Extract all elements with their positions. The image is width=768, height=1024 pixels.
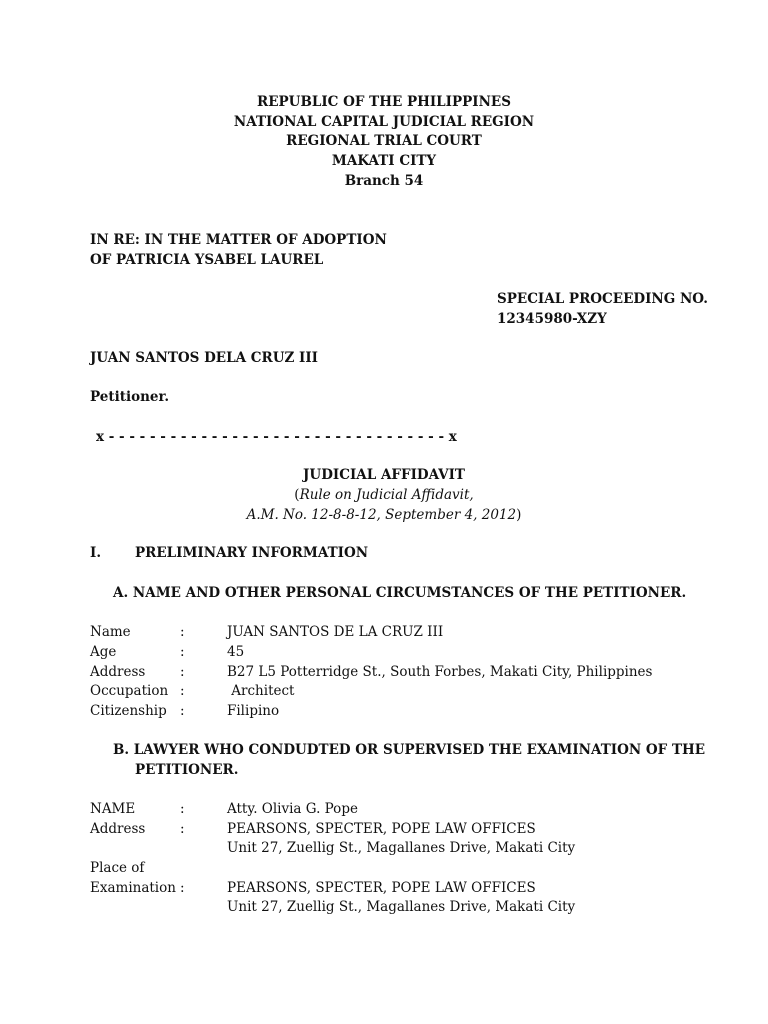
row-value: B27 L5 Potterridge St., South Forbes, Makati City, Philippines	[227, 664, 653, 680]
row-label: Name	[90, 624, 131, 640]
header-region: NATIONAL CAPITAL JUDICIAL REGION	[233, 114, 535, 130]
rule-citation-line1	[0, 486, 768, 506]
rule-name: Rule on Judicial Affidavit,	[299, 487, 474, 503]
row-value: Unit 27, Zuellig St., Magallanes Drive, Makati City	[227, 899, 576, 915]
row-value: JUAN SANTOS DE LA CRUZ III	[227, 624, 444, 640]
header-city: MAKATI CITY	[331, 153, 437, 169]
row-value: PEARSONS, SPECTER, POPE LAW OFFICES	[227, 880, 536, 896]
special-proceeding-label: SPECIAL PROCEEDING NO.	[497, 291, 708, 307]
row-label: Address	[90, 664, 146, 680]
petitioner-name: JUAN SANTOS DELA CRUZ III	[90, 350, 318, 366]
header-court: REGIONAL TRIAL COURT	[286, 133, 482, 149]
row-label: Place of	[90, 860, 145, 876]
row-colon: :	[180, 880, 185, 896]
subsection-a-heading: A. NAME AND OTHER PERSONAL CIRCUMSTANCES OF THE PETITIONER.	[113, 585, 687, 601]
row-value: Atty. Olivia G. Pope	[227, 801, 358, 817]
petitioner-label: Petitioner.	[90, 389, 170, 405]
row-colon: :	[180, 664, 185, 680]
row-label: Citizenship	[90, 703, 167, 719]
row-value: Filipino	[227, 703, 280, 719]
rule-citation-line2	[0, 506, 768, 526]
case-title-line1: IN RE: IN THE MATTER OF ADOPTION	[90, 232, 387, 248]
subsection-b-heading-line2: PETITIONER.	[135, 762, 239, 778]
row-label: Examination	[90, 880, 176, 896]
row-value: PEARSONS, SPECTER, POPE LAW OFFICES	[227, 821, 536, 837]
row-colon: :	[180, 801, 185, 817]
row-value: Architect	[227, 683, 295, 699]
section-number: I.	[90, 545, 102, 561]
row-colon: :	[180, 683, 185, 699]
row-colon: :	[180, 821, 185, 837]
row-colon: :	[180, 703, 185, 719]
caption-separator: x - - - - - - - - - - - - - - - - - - - - - - - - - - - - - - - - - x	[96, 429, 457, 445]
affidavit-title: JUDICIAL AFFIDAVIT	[303, 467, 465, 483]
row-colon: :	[180, 644, 185, 660]
row-colon: :	[180, 624, 185, 640]
row-value: 45	[227, 644, 245, 660]
rule-reference: A.M. No. 12-8-8-12, September 4, 2012	[246, 507, 517, 523]
paren-open: (	[294, 487, 300, 503]
case-title-line2: OF PATRICIA YSABEL LAUREL	[90, 252, 324, 268]
row-label: Address	[90, 821, 146, 837]
special-proceeding-number: 12345980-XZY	[497, 311, 607, 327]
paren-close: )	[516, 507, 522, 523]
header-republic: REPUBLIC OF THE PHILIPPINES	[257, 94, 511, 110]
row-label: Occupation	[90, 683, 169, 699]
row-value: Unit 27, Zuellig St., Magallanes Drive, Makati City	[227, 840, 576, 856]
row-label: Age	[90, 644, 117, 660]
subsection-b-heading-line1: B. LAWYER WHO CONDUDTED OR SUPERVISED THE EXAMINATION OF THE	[113, 742, 706, 758]
row-label: NAME	[90, 801, 136, 817]
section-heading: PRELIMINARY INFORMATION	[135, 545, 369, 561]
header-branch: Branch 54	[344, 173, 424, 189]
